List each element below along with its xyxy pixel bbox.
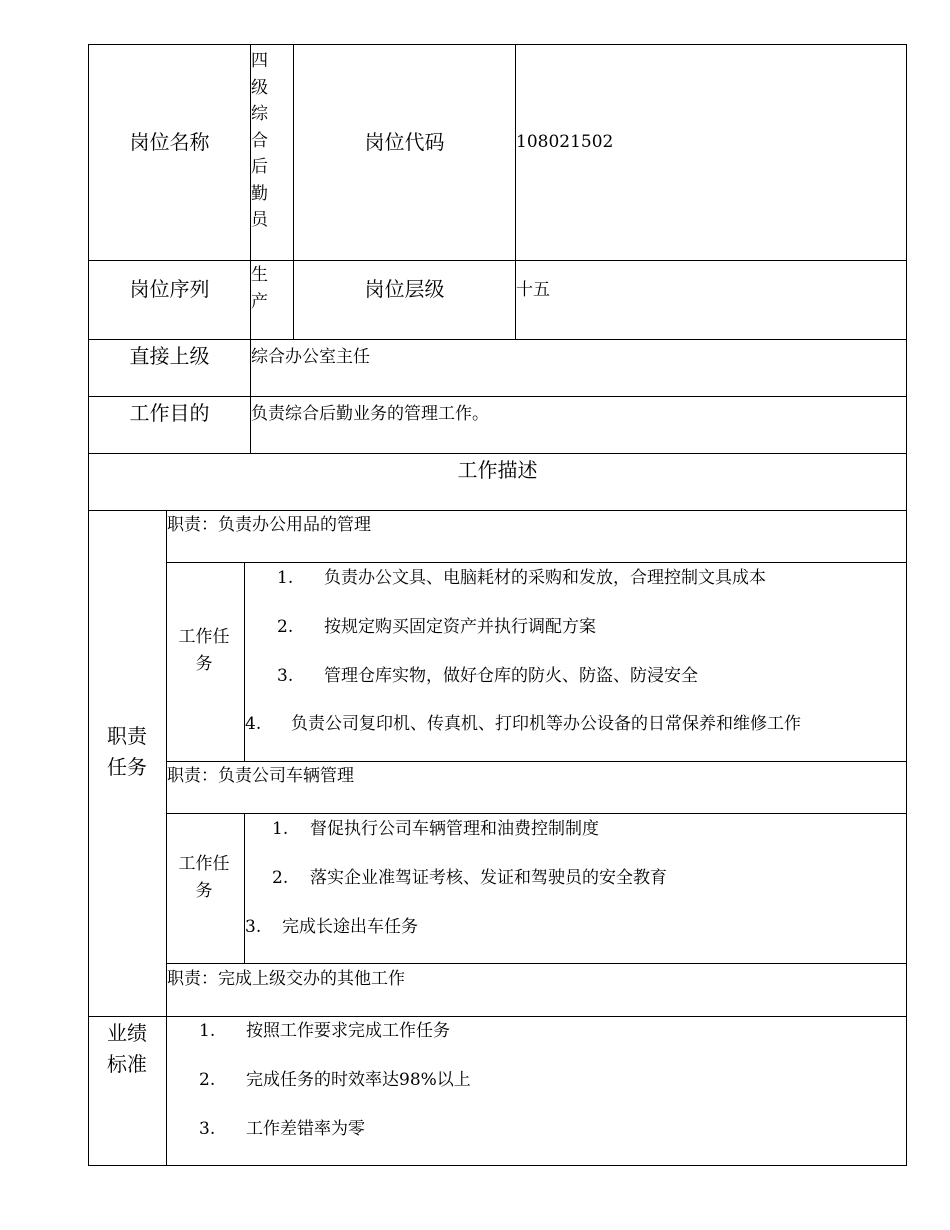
performance-item: 完成任务的时效率达98%以上 bbox=[246, 1070, 471, 1090]
task-number: 3. bbox=[245, 917, 262, 937]
task-item: 负责公司复印机、传真机、打印机等办公设备的日常保养和维修工作 bbox=[291, 714, 801, 734]
task-item: 督促执行公司车辆管理和油费控制制度 bbox=[310, 819, 599, 839]
post-code-value: 108021502 bbox=[516, 132, 614, 152]
description-title: 工作描述 bbox=[457, 458, 538, 482]
superior-label: 直接上级 bbox=[129, 344, 210, 368]
row-divider bbox=[166, 963, 907, 964]
task-item: 负责办公文具、电脑耗材的采购和发放，合理控制文具成本 bbox=[324, 568, 766, 588]
performance-item: 按照工作要求完成工作任务 bbox=[246, 1021, 450, 1041]
task-number: 2. bbox=[272, 868, 289, 888]
post-series-value: 生产 bbox=[251, 265, 268, 312]
table-border-bottom bbox=[88, 1165, 907, 1166]
row-divider bbox=[166, 761, 907, 762]
col-divider bbox=[166, 510, 167, 1165]
work-tasks-label: 工作任务 bbox=[178, 854, 230, 901]
row-divider bbox=[88, 396, 907, 397]
task-number: 1. bbox=[277, 568, 294, 588]
post-name-value: 四级综合后勤员 bbox=[251, 51, 268, 230]
purpose-label: 工作目的 bbox=[129, 401, 210, 425]
task-item: 完成长途出车任务 bbox=[282, 917, 418, 937]
performance-number: 1. bbox=[199, 1021, 216, 1041]
row-divider bbox=[88, 453, 907, 454]
performance-number: 3. bbox=[199, 1119, 216, 1139]
task-number: 4. bbox=[245, 714, 262, 734]
table-border-left bbox=[88, 44, 89, 1165]
superior-value: 综合办公室主任 bbox=[251, 347, 370, 367]
row-divider bbox=[88, 339, 907, 340]
duties-section-label: 职责任务 bbox=[107, 724, 147, 779]
task-number: 2. bbox=[277, 617, 294, 637]
table-border-right bbox=[906, 44, 907, 1165]
row-divider bbox=[88, 1016, 907, 1017]
duty-title: 职责：负责办公用品的管理 bbox=[167, 515, 371, 535]
duty-title: 职责：完成上级交办的其他工作 bbox=[167, 969, 405, 989]
row-divider bbox=[166, 813, 907, 814]
table-border-top bbox=[88, 44, 907, 45]
post-code-label: 岗位代码 bbox=[364, 130, 445, 154]
task-item: 落实企业准驾证考核、发证和驾驶员的安全教育 bbox=[310, 868, 667, 888]
performance-item: 工作差错率为零 bbox=[246, 1119, 365, 1139]
row-divider bbox=[166, 562, 907, 563]
post-name-label: 岗位名称 bbox=[129, 130, 210, 154]
task-item: 按规定购买固定资产并执行调配方案 bbox=[324, 617, 596, 637]
task-item: 管理仓库实物，做好仓库的防火、防盗、防浸安全 bbox=[324, 666, 698, 686]
post-level-label: 岗位层级 bbox=[364, 277, 445, 301]
row-divider bbox=[88, 510, 907, 511]
row-divider bbox=[88, 260, 907, 261]
col-divider bbox=[244, 813, 245, 963]
duty-title: 职责：负责公司车辆管理 bbox=[167, 766, 354, 786]
task-number: 3. bbox=[277, 666, 294, 686]
post-series-label: 岗位序列 bbox=[129, 277, 210, 301]
task-number: 1. bbox=[272, 819, 289, 839]
work-tasks-label: 工作任务 bbox=[178, 627, 230, 674]
post-level-value: 十五 bbox=[516, 280, 550, 300]
performance-number: 2. bbox=[199, 1070, 216, 1090]
performance-label: 业绩标准 bbox=[107, 1021, 147, 1076]
purpose-value: 负责综合后勤业务的管理工作。 bbox=[251, 404, 489, 424]
